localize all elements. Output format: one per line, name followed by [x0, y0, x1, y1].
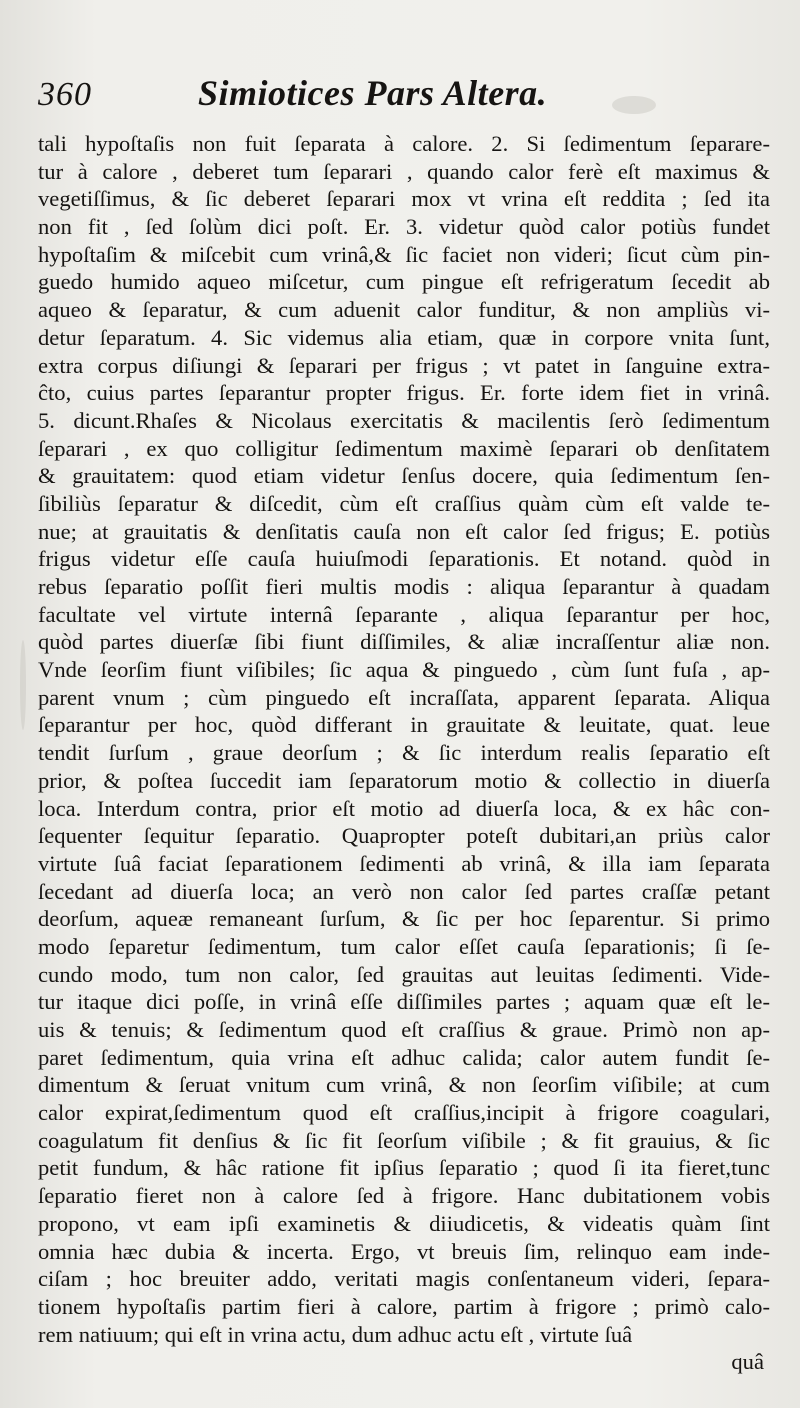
text-line: frigus videtur eſſe cauſa huiuſmodi ſeparationis. Et notand. quòd in: [38, 546, 770, 572]
text-line: prior, & poſtea ſuccedit iam ſeparatorum motio & collectio in diuerſa: [38, 767, 770, 793]
text-line: coagulatum fit denſius & ſic fit ſeorſum viſibile ; & fit grauius, & ſic: [38, 1127, 770, 1153]
text-line: paret ſedimentum, quia vrina eſt adhuc calida; calor autem fundit ſe-: [38, 1044, 770, 1070]
text-line: deorſum, aqueæ remaneant ſurſum, & ſic per hoc ſeparentur. Si primo: [38, 906, 770, 932]
text-line: parent vnum ; cùm pinguedo eſt incraſſata, apparent ſeparata. Aliqua: [38, 684, 770, 710]
text-line: uis & tenuis; & ſedimentum quod eſt craſſius & graue. Primò non ap-: [38, 1017, 770, 1042]
page-number: 360: [38, 76, 92, 113]
paper-stain: [612, 96, 656, 114]
page-header: [38, 72, 770, 130]
text-line: propono, vt eam ipſi examinetis & diiudicetis, & videatis quàm ſint: [38, 1210, 770, 1236]
text-line: non fit , ſed ſolùm dici poſt. Er. 3. videtur quòd calor potiùs fundet: [38, 214, 770, 240]
text-line: ĉto, cuius partes ſeparantur propter frigus. Er. forte idem fiet in vrinâ.: [38, 380, 770, 406]
catchword: quâ: [731, 1349, 764, 1375]
text-line: detur ſeparatum. 4. Sic videmus alia etiam, quæ in corpore vnita ſunt,: [38, 324, 770, 350]
text-line: quòd partes diuerſæ ſibi fiunt diſſimiles, & aliæ incraſſentur aliæ non.: [38, 629, 770, 655]
text-line: loca. Interdum contra, prior eſt motio ad diuerſa loca, & ex hâc con-: [38, 795, 770, 821]
text-line: ſeparatio fieret non à calore ſed à frigore. Hanc dubitationem vobis: [38, 1183, 770, 1209]
text-line: ſeparari , ex quo colligitur ſedimentum maximè ſeparari ob denſitatem: [38, 435, 770, 461]
text-line: hypoſtaſim & miſcebit cum vrinâ,& ſic faciet non videri; ſicut cùm pin-: [38, 241, 770, 267]
text-line: aqueo & ſeparatur, & cum aduenit calor funditur, & non ampliùs vi-: [38, 297, 770, 323]
text-line: nue; at grauitatis & denſitatis cauſa non eſt calor ſed frigus; E. potiùs: [38, 518, 770, 544]
text-line: modo ſeparetur ſedimentum, tum calor eſſet cauſa ſeparationis; ſi ſe-: [38, 933, 770, 959]
text-line: tur itaque dici poſſe, in vrinâ eſſe diſſimiles partes ; aquam quæ eſt le-: [38, 989, 770, 1015]
text-line: calor expirat,ſedimentum quod eſt craſſius,incipit à frigore coagulari,: [38, 1100, 770, 1126]
text-line: rem natiuum; qui eſt in vrina actu, dum adhuc actu eſt , virtute ſuâ: [38, 1321, 633, 1347]
text-line: facultate vel virtute internâ ſeparante , aliqua ſeparantur per hoc,: [38, 601, 770, 627]
text-line: omnia hæc dubia & incerta. Ergo, vt breuis ſim, relinquo eam inde-: [38, 1238, 770, 1264]
text-line: guedo humido aqueo miſcetur, cum pingue eſt refrigeratum ſecedit ab: [38, 269, 770, 295]
text-line: ſeparantur per hoc, quòd differant in grauitate & leuitate, quat. leue: [38, 712, 770, 738]
text-line: extra corpus diſiungi & ſeparari per frigus ; vt patet in ſanguine extra-: [38, 352, 770, 378]
paper-stain: [20, 640, 26, 730]
text-line: cundo modo, tum non calor, ſed grauitas aut leuitas ſedimenti. Vide-: [38, 961, 770, 987]
text-line: ſecedant ad diuerſa loca; an verò non calor ſed partes craſſæ petant: [38, 878, 770, 904]
text-line: Vnde ſeorſim fiunt viſibiles; ſic aqua & pinguedo , cùm ſunt fuſa , ap-: [38, 657, 770, 683]
text-line: tionem hypoſtaſis partim fieri à calore, partim à frigore ; primò calo-: [38, 1293, 770, 1319]
text-line: rebus ſeparatio poſſit fieri multis modis : aliqua ſeparantur à quadam: [38, 574, 770, 599]
text-line: dimentum & ſeruat vnitum cum vrinâ, & non ſeorſim viſibile; at cum: [38, 1072, 770, 1098]
text-line: petit fundum, & hâc ratione fit ipſius ſeparatio ; quod ſi ita fieret,tunc: [38, 1155, 770, 1181]
text-line: tendit ſurſum , graue deorſum ; & ſic interdum realis ſeparatio eſt: [38, 740, 770, 766]
text-line: ciſam ; hoc breuiter addo, veritati magis conſentaneum videri, ſepara-: [38, 1266, 770, 1292]
text-line: ſibiliùs ſeparatur & diſcedit, cùm eſt craſſius quàm cùm eſt valde te-: [38, 490, 770, 516]
text-line: & grauitatem: quod etiam videtur ſenſus docere, quia ſedimentum ſen-: [38, 463, 770, 489]
text-line: ſequenter ſequitur ſeparatio. Quapropter poteſt dubitari,an priùs calor: [38, 823, 770, 849]
text-line: 5. dicunt.Rhaſes & Nicolaus exercitatis & macilentis ſerò ſedimentum: [38, 407, 770, 433]
text-line: virtute ſuâ faciat ſeparationem ſedimenti ab vrinâ, & illa iam ſeparata: [38, 850, 770, 876]
text-line: vegetiſſimus, & ſic deberet ſeparari mox vt vrina eſt reddita ; ſed ita: [38, 186, 770, 212]
running-head: Simiotices Pars Altera.: [198, 73, 548, 113]
text-line: tur à calore , deberet tum ſeparari , quando calor ferè eſt maximus &: [38, 158, 770, 184]
text-line: tali hypoſtaſis non fuit ſeparata à calore. 2. Si ſedimentum ſeparare-: [38, 131, 770, 156]
body-text: [38, 130, 770, 1348]
